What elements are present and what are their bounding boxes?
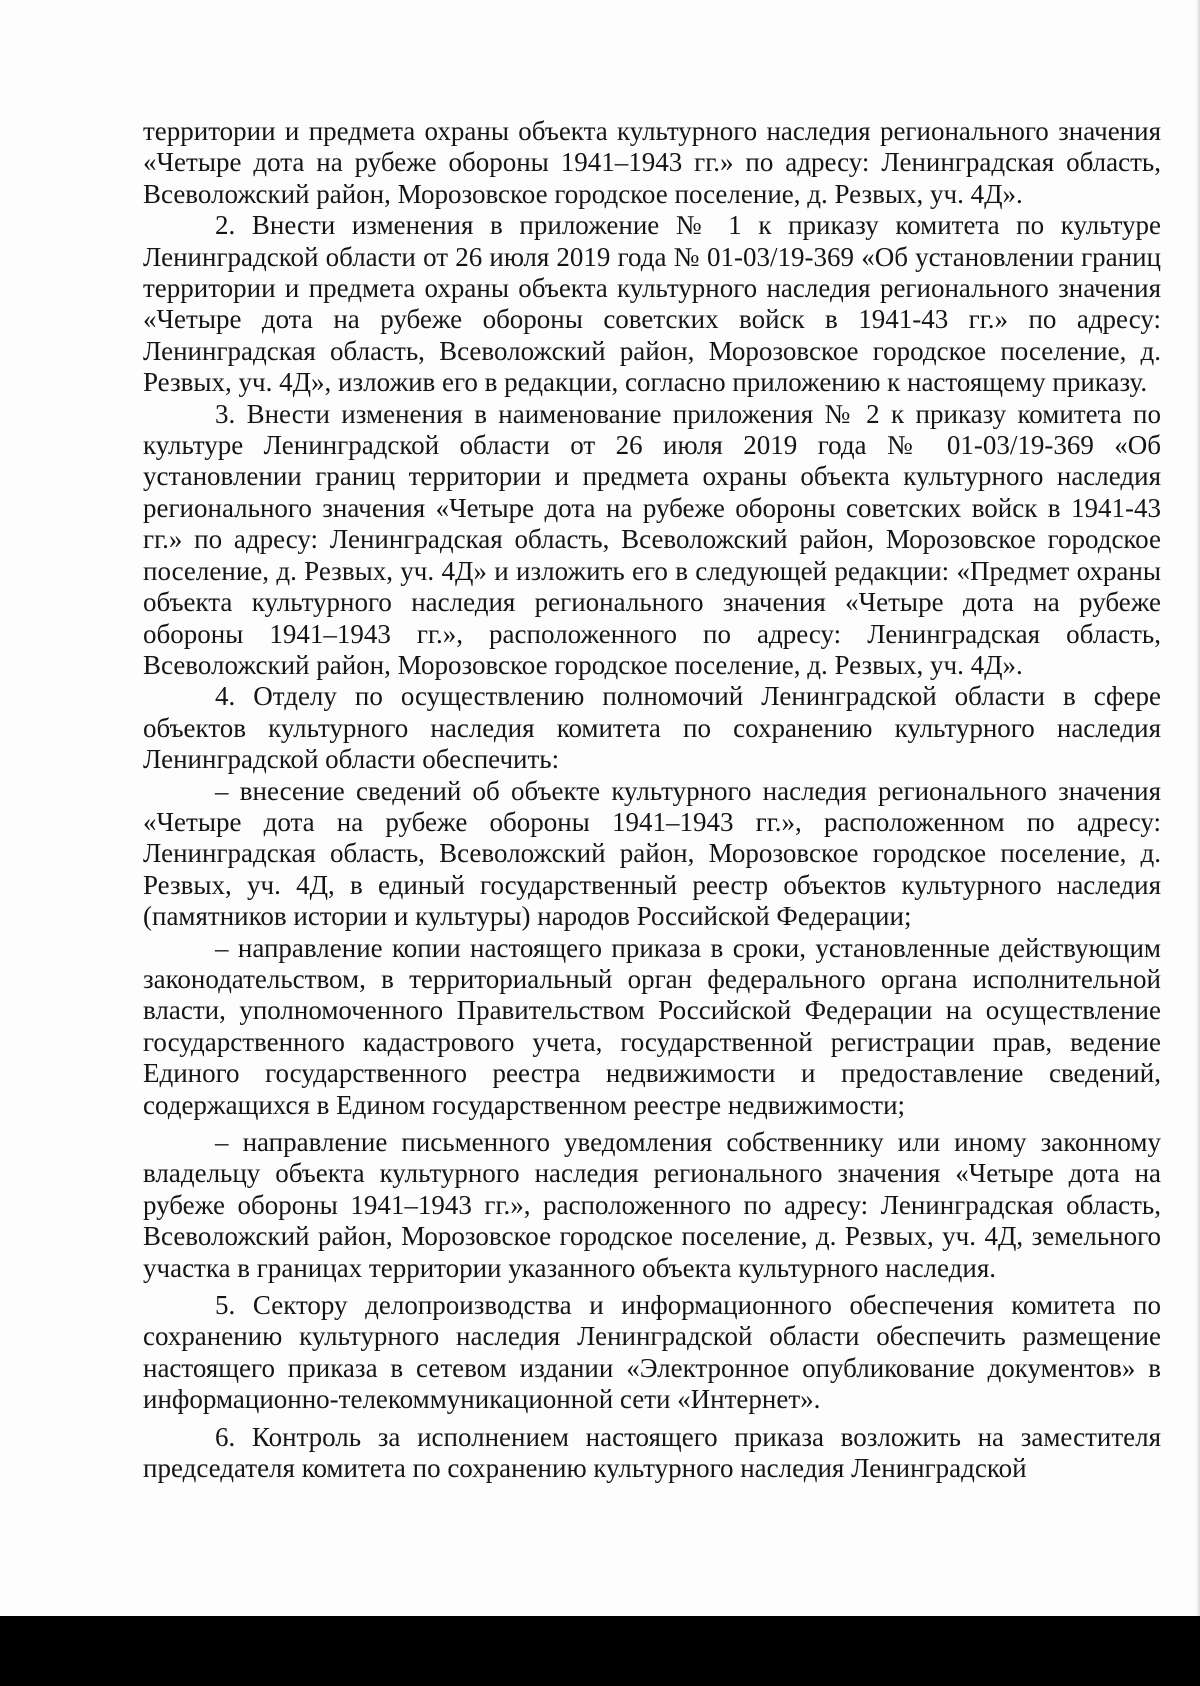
paragraph-item-5: 5. Сектору делопроизводства и информационного обеспечения комитета по сохранению культурного наследия Ленинградской области обеспечить размещение настоящего приказа в сетевом издании «Электронное опубликование документов» в информационно-телекоммуникационной сети «Интернет».	[143, 1290, 1161, 1415]
document-body	[143, 116, 1161, 1484]
paragraph-item-2: 2. Внести изменения в приложение № 1 к приказу комитета по культуре Ленинградской области от 26 июля 2019 года № 01-03/19-369 «Об установлении границ территории и предмета охраны объекта культурного наследия регионального значения «Четыре дота на рубеже обороны советских войск в 1941-43 гг.» по адресу: Ленинградская область, Всеволожский район, Морозовское городское поселение, д. Резвых, уч. 4Д», изложив его в редакции, согласно приложению к настоящему приказу.	[143, 210, 1161, 398]
paragraph-dash-registry: – внесение сведений об объекте культурного наследия регионального значения «Четыре дота на рубеже обороны 1941–1943 гг.», расположенном по адресу: Ленинградская область, Всеволожский район, Морозовское городское поселение, д. Резвых, уч. 4Д, в единый государственный реестр объектов культурного наследия (памятников истории и культуры) народов Российской Федерации;	[143, 775, 1161, 932]
paragraph-item-6: 6. Контроль за исполнением настоящего приказа возложить на заместителя председателя комитета по сохранению культурного наследия Ленинградской	[143, 1421, 1161, 1484]
paragraph-item-4: 4. Отделу по осуществлению полномочий Ленинградской области в сфере объектов культурного наследия комитета по сохранению культурного наследия Ленинградской области обеспечить:	[143, 681, 1161, 775]
scan-edge-shadow	[1196, 0, 1200, 1616]
scan-bottom-black-band	[0, 1616, 1200, 1686]
paragraph-dash-notice: – направление письменного уведомления собственнику или иному законному владельцу объекта культурного наследия регионального значения «Четыре дота на рубеже обороны 1941–1943 гг.», расположенного по адресу: Ленинградская область, Всеволожский район, Морозовское городское поселение, д. Резвых, уч. 4Д, земельного участка в границах территории указанного объекта культурного наследия.	[143, 1127, 1161, 1283]
paragraph-dash-copy: – направление копии настоящего приказа в сроки, установленные действующим законодательством, в территориальный орган федерального органа исполнительной власти, уполномоченного Правительством Российской Федерации на осуществление государственного кадастрового учета, государственной регистрации прав, ведение Единого государственного реестра недвижимости и предоставление сведений, содержащихся в Едином государственном реестре недвижимости;	[143, 932, 1161, 1120]
paragraph-continuation: территории и предмета охраны объекта культурного наследия регионального значения «Четыре дота на рубеже обороны 1941–1943 гг.» по адресу: Ленинградская область, Всеволожский район, Морозовское городское поселение, д. Резвых, уч. 4Д».	[143, 116, 1161, 209]
paragraph-item-3: 3. Внести изменения в наименование приложения № 2 к приказу комитета по культуре Ленинградской области от 26 июля 2019 года № 01-03/19-369 «Об установлении границ территории и предмета охраны объекта культурного наследия регионального значения «Четыре дота на рубеже обороны советских войск в 1941-43 гг.» по адресу: Ленинградская область, Всеволожский район, Морозовское городское поселение, д. Резвых, уч. 4Д» и изложить его в следующей редакции: «Предмет охраны объекта культурного наследия регионального значения «Четыре дота на рубеже обороны 1941–1943 гг.», расположенного по адресу: Ленинградская область, Всеволожский район, Морозовское городское поселение, д. Резвых, уч. 4Д».	[143, 398, 1161, 680]
